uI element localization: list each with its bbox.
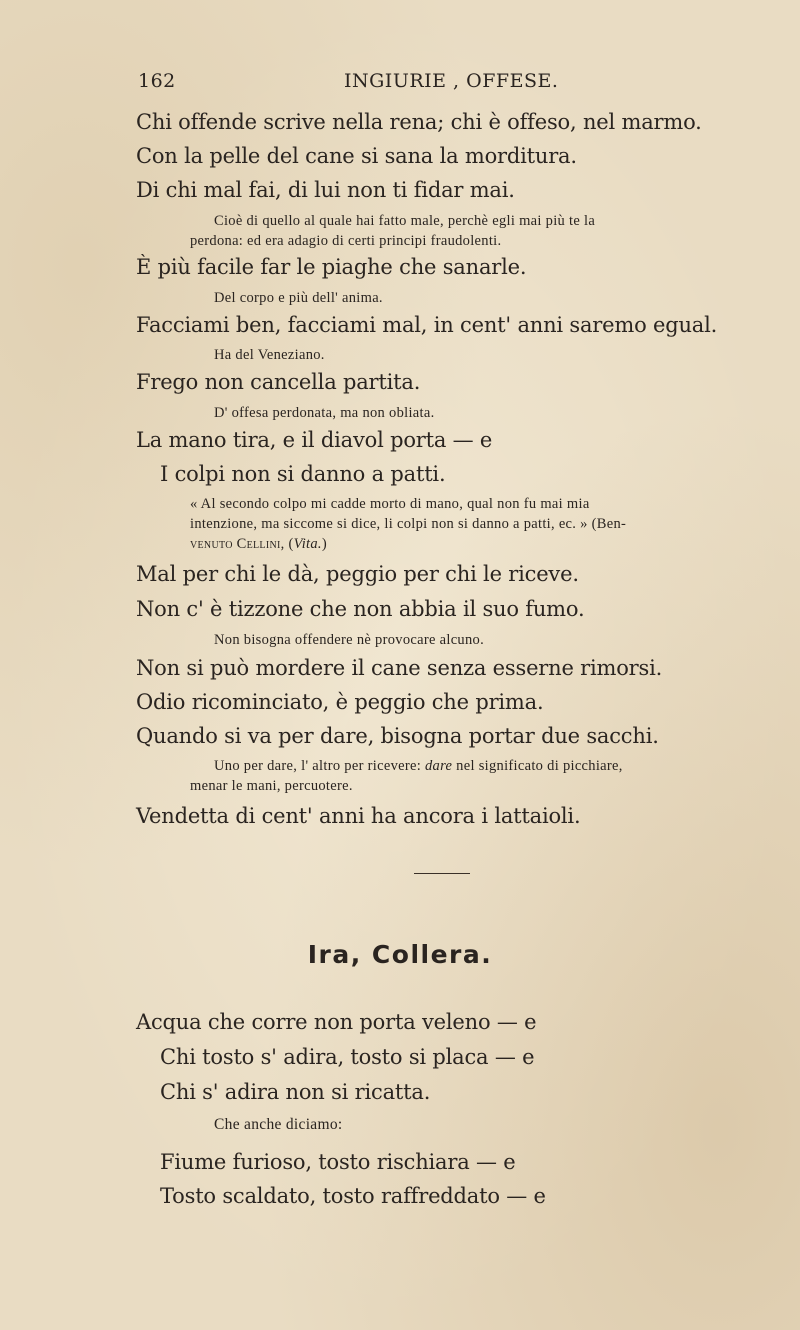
note-line: D' offesa perdonata, ma non obliata. — [214, 405, 435, 421]
proverb-line: Chi tosto s' adira, tosto si placa — e — [160, 1045, 535, 1069]
proverb-line: Non c' è tizzone che non abbia il suo fumo. — [136, 597, 585, 621]
proverb-line: Odio ricominciato, è peggio che prima. — [136, 690, 544, 714]
proverb-line: Chi s' adira non si ricatta. — [160, 1080, 431, 1104]
proverb-line: Vendetta di cent' anni ha ancora i lattaioli. — [136, 804, 581, 828]
section-heading: Ira, Collera. — [307, 940, 493, 969]
note-line: Che anche diciamo: — [214, 1116, 343, 1133]
proverb-line: La mano tira, e il diavol porta — e — [136, 428, 493, 452]
proverb-line: Chi offende scrive nella rena; chi è offeso, nel marmo. — [136, 110, 702, 134]
proverb-line: Mal per chi le dà, peggio per chi le riceve. — [136, 562, 579, 586]
proverb-line: Non si può mordere il cane senza esserne rimorsi. — [136, 656, 663, 680]
page-number: 162 — [138, 70, 176, 92]
proverb-line: Con la pelle del cane si sana la morditura. — [136, 144, 577, 168]
proverb-line: È più facile far le piaghe che sanarle. — [136, 255, 527, 279]
note-line — [214, 758, 623, 775]
section-divider — [414, 873, 470, 874]
page-header — [138, 70, 698, 100]
citation-work: Vita. — [293, 536, 322, 552]
note-text: nel significato di picchiare, — [456, 758, 623, 774]
note-line: perdona: ed era adagio di certi principi fraudolenti. — [190, 233, 502, 249]
note-text: Uno per dare, l' altro per ricevere: — [214, 758, 422, 774]
note-line: Ha del Veneziano. — [214, 347, 325, 363]
proverb-line: Quando si va per dare, bisogna portar due sacchi. — [136, 724, 659, 748]
note-line: Non bisogna offendere nè provocare alcuno. — [214, 632, 485, 648]
note-line: menar le mani, percuotere. — [190, 778, 353, 794]
note-italic-term: dare — [424, 758, 453, 774]
note-line: intenzione, ma siccome si dice, li colpi non si danno a patti, ec. » (Ben- — [190, 516, 627, 532]
proverb-line: Di chi mal fai, di lui non ti fidar mai. — [136, 178, 515, 202]
note-line: Cioè di quello al quale hai fatto male, perchè egli mai più te la — [214, 213, 596, 229]
note-line: « Al secondo colpo mi cadde morto di mano, qual non fu mai mia — [190, 496, 590, 512]
proverb-line: Fiume furioso, tosto rischiara — e — [160, 1150, 516, 1174]
proverb-line: Frego non cancella partita. — [136, 370, 421, 394]
note-line: venuto Cellini, (Vita.) — [190, 536, 327, 552]
proverb-line: Acqua che corre non porta veleno — e — [136, 1010, 537, 1034]
running-title: INGIURIE , OFFESE. — [344, 70, 559, 92]
note-line: Del corpo e più dell' anima. — [214, 290, 383, 306]
citation-author: venuto Cellini, — [190, 536, 285, 552]
proverb-line: Tosto scaldato, tosto raffreddato — e — [160, 1184, 546, 1208]
proverb-line: I colpi non si danno a patti. — [160, 462, 446, 486]
proverb-line: Facciami ben, facciami mal, in cent' anni saremo egual. — [136, 313, 718, 337]
